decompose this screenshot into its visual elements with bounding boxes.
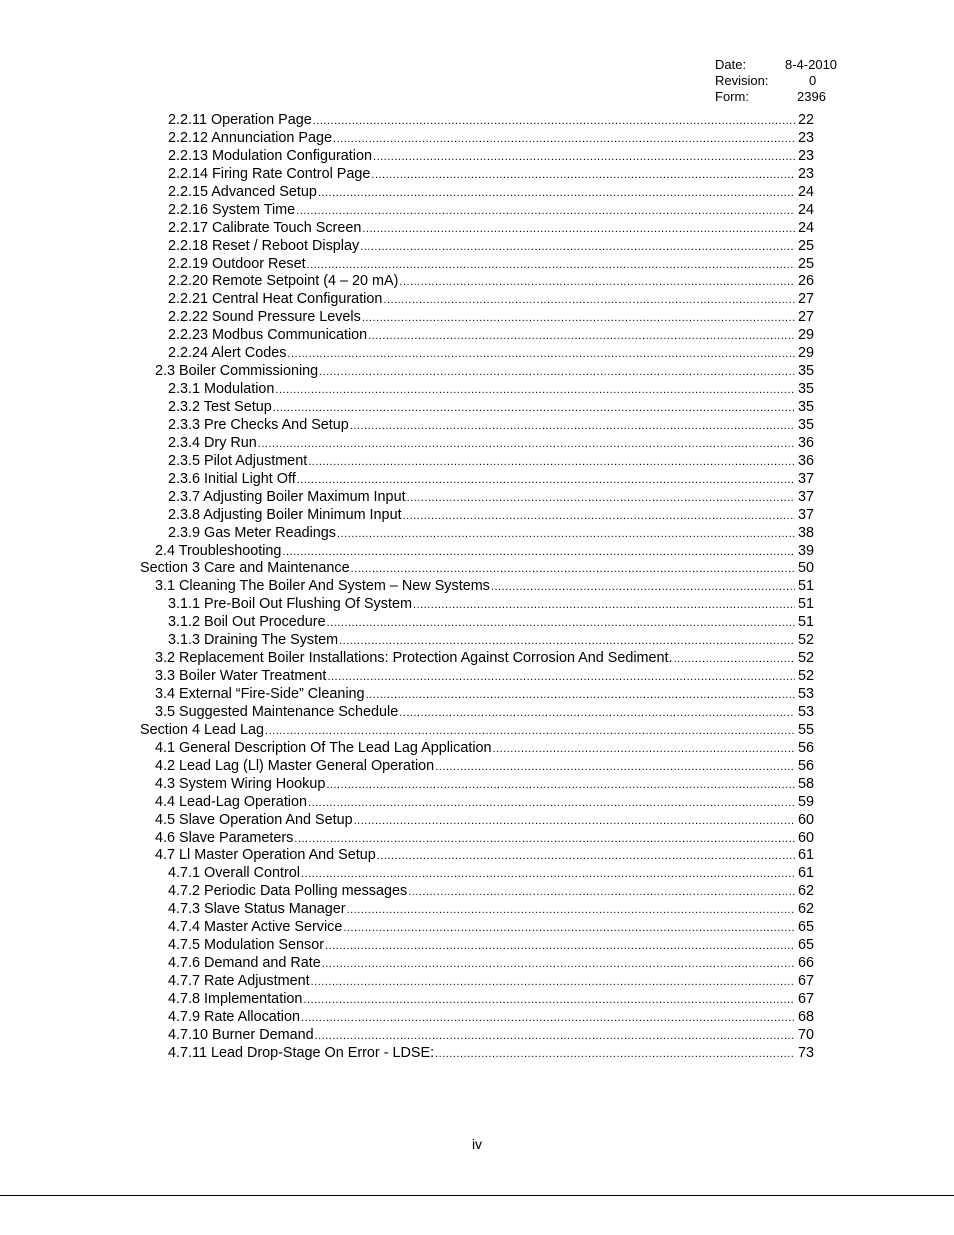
toc-entry-title: 4.6 Slave Parameters (155, 829, 294, 846)
toc-dot-leader (282, 544, 795, 562)
toc-entry-title: 4.4 Lead-Lag Operation (155, 793, 308, 810)
toc-entry[interactable] (140, 614, 814, 632)
toc-entry-page: 61 (797, 847, 814, 864)
toc-entry[interactable] (140, 381, 814, 399)
toc-entry[interactable] (140, 919, 814, 937)
page-number: iv (471, 1136, 483, 1152)
toc-dot-leader (362, 310, 795, 328)
toc-entry-page: 65 (797, 919, 814, 936)
toc-entry-page: 51 (797, 596, 814, 613)
toc-dot-leader (337, 526, 795, 544)
toc-entry-title: 3.1.3 Draining The System (168, 632, 339, 649)
toc-entry[interactable] (140, 435, 814, 453)
toc-dot-leader (373, 149, 795, 167)
footer-rule (0, 1195, 954, 1196)
toc-entry[interactable] (140, 202, 814, 220)
toc-dot-leader (413, 597, 795, 615)
toc-entry[interactable] (140, 830, 814, 848)
toc-dot-leader (371, 167, 795, 185)
toc-entry-title: 2.3.9 Gas Meter Readings (168, 524, 336, 541)
toc-entry[interactable] (140, 937, 814, 955)
toc-entry-page: 35 (797, 381, 814, 398)
toc-entry[interactable] (140, 991, 814, 1009)
toc-entry-page: 51 (797, 578, 814, 595)
toc-entry[interactable] (140, 704, 814, 722)
toc-entry-page: 51 (797, 614, 814, 631)
toc-entry-title: Section 3 Care and Maintenance (140, 560, 350, 577)
toc-dot-leader (360, 239, 795, 257)
toc-entry-title: 4.7.5 Modulation Sensor (168, 937, 324, 954)
revision-row (715, 73, 855, 89)
toc-entry-page: 55 (797, 721, 814, 738)
form-value: 2396 (797, 89, 826, 104)
toc-entry[interactable] (140, 363, 814, 381)
toc-dot-leader (258, 436, 795, 454)
toc-entry[interactable] (140, 560, 814, 578)
toc-entry-page: 52 (797, 668, 814, 685)
toc-entry-page: 37 (797, 470, 814, 487)
toc-entry-page: 73 (797, 1044, 814, 1061)
toc-entry[interactable] (140, 489, 814, 507)
toc-entry-page: 52 (797, 632, 814, 649)
toc-dot-leader (325, 938, 795, 956)
toc-entry-page: 36 (797, 452, 814, 469)
toc-entry-title: 4.2 Lead Lag (Ll) Master General Operation (155, 757, 435, 774)
toc-entry-page: 29 (797, 345, 814, 362)
toc-entry-page: 24 (797, 183, 814, 200)
toc-entry-page: 60 (797, 811, 814, 828)
toc-entry-page: 27 (797, 309, 814, 326)
toc-entry[interactable] (140, 327, 814, 345)
toc-entry[interactable] (140, 758, 814, 776)
toc-entry-page: 27 (797, 291, 814, 308)
toc-dot-leader (318, 185, 795, 203)
toc-dot-leader (366, 687, 795, 705)
toc-entry-page: 39 (797, 542, 814, 559)
table-of-contents (140, 112, 814, 1063)
toc-entry-title: 4.7.3 Slave Status Manager (168, 901, 346, 918)
toc-entry-page: 23 (797, 147, 814, 164)
toc-entry[interactable] (140, 865, 814, 883)
toc-entry[interactable] (140, 309, 814, 327)
toc-entry[interactable] (140, 722, 814, 740)
toc-entry[interactable] (140, 417, 814, 435)
toc-dot-leader (303, 992, 795, 1010)
toc-entry[interactable] (140, 668, 814, 686)
toc-dot-leader (326, 777, 795, 795)
toc-dot-leader (408, 884, 795, 902)
toc-entry-title: 2.2.11 Operation Page (168, 112, 312, 128)
toc-entry[interactable] (140, 1045, 814, 1063)
toc-entry-page: 68 (797, 1008, 814, 1025)
toc-dot-leader (407, 490, 795, 508)
toc-entry-title: 2.3.4 Dry Run (168, 434, 257, 451)
toc-entry-title: 3.1 Cleaning The Boiler And System – New Systems (155, 578, 490, 595)
toc-entry-title: 2.2.22 Sound Pressure Levels (168, 309, 361, 326)
toc-entry-title: 2.2.15 Advanced Setup (168, 183, 317, 200)
toc-dot-leader (311, 974, 795, 992)
toc-dot-leader (301, 866, 795, 884)
toc-dot-leader (327, 669, 795, 687)
toc-entry-page: 52 (797, 650, 814, 667)
toc-entry-page: 23 (797, 129, 814, 146)
date-row (715, 57, 855, 73)
toc-entry[interactable] (140, 794, 814, 812)
toc-entry-page: 60 (797, 829, 814, 846)
toc-entry-title: 2.2.16 System Time (168, 201, 296, 218)
toc-entry-page: 24 (797, 201, 814, 218)
toc-entry[interactable] (140, 596, 814, 614)
toc-entry[interactable] (140, 686, 814, 704)
toc-entry-title: Section 4 Lead Lag (140, 721, 265, 738)
toc-entry-page: 66 (797, 955, 814, 972)
toc-entry[interactable] (140, 273, 814, 291)
toc-entry-page: 25 (797, 237, 814, 254)
toc-dot-leader (327, 615, 795, 633)
toc-entry-title: 4.7 Ll Master Operation And Setup (155, 847, 376, 864)
form-row (715, 89, 855, 105)
toc-entry[interactable] (140, 955, 814, 973)
toc-entry-title: 3.4 External “Fire-Side” Cleaning (155, 686, 365, 702)
toc-entry-page: 23 (797, 165, 814, 182)
toc-entry[interactable] (140, 812, 814, 830)
toc-entry[interactable] (140, 543, 814, 561)
toc-entry-title: 2.2.13 Modulation Configuration (168, 147, 373, 164)
toc-dot-leader (308, 795, 795, 813)
toc-entry-title: 2.2.21 Central Heat Configuration (168, 291, 383, 308)
toc-dot-leader (674, 651, 795, 669)
toc-dot-leader (273, 400, 795, 418)
toc-entry[interactable] (140, 238, 814, 256)
toc-entry-page: 26 (797, 273, 814, 290)
toc-entry-title: 2.2.12 Annunciation Page (168, 129, 333, 146)
toc-dot-leader (297, 472, 795, 490)
toc-entry-page: 35 (797, 399, 814, 415)
toc-dot-leader (435, 759, 795, 777)
toc-entry[interactable] (140, 1009, 814, 1027)
toc-entry-page: 58 (797, 775, 814, 792)
toc-dot-leader (294, 831, 795, 849)
toc-entry-title: 3.1.2 Boil Out Procedure (168, 614, 326, 631)
toc-entry-page: 35 (797, 416, 814, 433)
toc-dot-leader (265, 723, 795, 741)
toc-entry-page: 38 (797, 524, 814, 541)
toc-entry-page: 22 (797, 112, 814, 128)
toc-entry-title: 2.2.18 Reset / Reboot Display (168, 237, 360, 254)
toc-entry-title: 3.3 Boiler Water Treatment (155, 668, 327, 685)
toc-entry[interactable] (140, 632, 814, 650)
toc-dot-leader (319, 364, 795, 382)
toc-entry-page: 37 (797, 506, 814, 523)
revision-label: Revision: (715, 73, 769, 88)
toc-entry-title: 2.2.19 Outdoor Reset (168, 255, 306, 272)
toc-entry-title: 2.2.23 Modbus Communication (168, 327, 368, 344)
toc-dot-leader (322, 956, 795, 974)
toc-entry-title: 2.3.1 Modulation (168, 381, 275, 398)
toc-entry-page: 36 (797, 434, 814, 451)
document-header-meta (715, 57, 855, 105)
toc-entry[interactable] (140, 901, 814, 919)
toc-dot-leader (308, 454, 795, 472)
toc-entry-title: 4.7.4 Master Active Service (168, 919, 343, 936)
toc-entry-page: 50 (797, 560, 814, 577)
toc-entry[interactable] (140, 471, 814, 489)
toc-entry[interactable] (140, 166, 814, 184)
toc-entry-title: 3.5 Suggested Maintenance Schedule (155, 703, 399, 720)
toc-entry-title: 2.3.7 Adjusting Boiler Maximum Input (168, 488, 406, 505)
toc-entry[interactable] (140, 112, 814, 130)
toc-dot-leader (287, 346, 795, 364)
toc-dot-leader (368, 328, 795, 346)
toc-entry-page: 35 (797, 363, 814, 380)
toc-entry-title: 2.3.3 Pre Checks And Setup (168, 416, 349, 433)
toc-dot-leader (399, 274, 795, 292)
toc-entry-title: 2.3.2 Test Setup (168, 399, 272, 415)
toc-entry-page: 62 (797, 883, 814, 900)
toc-entry[interactable] (140, 507, 814, 525)
toc-entry-title: 4.3 System Wiring Hookup (155, 775, 326, 792)
toc-entry-title: 2.2.20 Remote Setpoint (4 – 20 mA) (168, 273, 399, 290)
toc-entry[interactable] (140, 399, 814, 417)
toc-entry-page: 67 (797, 990, 814, 1007)
toc-dot-leader (343, 920, 795, 938)
toc-entry[interactable] (140, 256, 814, 274)
toc-dot-leader (296, 203, 795, 221)
toc-entry-title: 4.7.2 Periodic Data Polling messages (168, 883, 408, 900)
toc-dot-leader (354, 813, 795, 831)
toc-entry-page: 53 (797, 686, 814, 702)
toc-dot-leader (350, 418, 795, 436)
toc-dot-leader (301, 1010, 795, 1028)
toc-dot-leader (491, 579, 795, 597)
toc-dot-leader (315, 1028, 795, 1046)
toc-entry-title: 2.2.17 Calibrate Touch Screen (168, 219, 362, 236)
toc-dot-leader (383, 292, 795, 310)
toc-entry-title: 2.4 Troubleshooting (155, 542, 282, 559)
revision-value: 0 (809, 73, 817, 88)
toc-entry[interactable] (140, 776, 814, 794)
toc-entry[interactable] (140, 148, 814, 166)
toc-entry[interactable] (140, 345, 814, 363)
toc-entry-title: 4.7.11 Lead Drop-Stage On Error - LDSE: (168, 1044, 435, 1061)
toc-entry-title: 4.5 Slave Operation And Setup (155, 811, 353, 828)
toc-entry[interactable] (140, 578, 814, 596)
toc-entry-title: 3.1.1 Pre-Boil Out Flushing Of System (168, 596, 412, 613)
toc-entry[interactable] (140, 130, 814, 148)
toc-entry[interactable] (140, 650, 814, 668)
toc-entry-page: 37 (797, 488, 814, 505)
toc-entry-page: 56 (797, 739, 814, 756)
toc-dot-leader (351, 561, 795, 579)
toc-entry-page: 67 (797, 973, 814, 989)
toc-entry-title: 2.2.24 Alert Codes (168, 345, 287, 362)
toc-entry[interactable] (140, 847, 814, 865)
toc-entry[interactable] (140, 184, 814, 202)
toc-entry-title: 2.2.14 Firing Rate Control Page (168, 165, 371, 182)
toc-entry[interactable] (140, 453, 814, 471)
toc-entry-title: 4.7.9 Rate Allocation (168, 1008, 301, 1025)
date-value: 8-4-2010 (785, 57, 838, 72)
toc-dot-leader (362, 221, 795, 239)
toc-dot-leader (347, 902, 795, 920)
toc-entry-title: 2.3.6 Initial Light Off (168, 470, 296, 487)
toc-entry-page: 24 (797, 219, 814, 236)
form-label: Form: (715, 89, 749, 104)
toc-entry-page: 56 (797, 757, 814, 774)
toc-dot-leader (307, 257, 795, 275)
toc-entry[interactable] (140, 973, 814, 991)
toc-dot-leader (275, 382, 795, 400)
toc-dot-leader (333, 131, 795, 149)
toc-entry[interactable] (140, 525, 814, 543)
toc-entry-page: 59 (797, 793, 814, 810)
toc-dot-leader (399, 705, 795, 723)
toc-entry-page: 53 (797, 703, 814, 720)
toc-entry-page: 29 (797, 327, 814, 344)
toc-entry-page: 70 (797, 1026, 814, 1043)
toc-entry-title: 4.1 General Description Of The Lead Lag Application (155, 739, 492, 756)
toc-dot-leader (313, 113, 795, 131)
toc-entry[interactable] (140, 1027, 814, 1045)
toc-entry-title: 4.7.7 Rate Adjustment (168, 973, 310, 989)
toc-entry[interactable] (140, 740, 814, 758)
toc-entry-title: 4.7.8 Implementation (168, 990, 303, 1007)
toc-entry[interactable] (140, 883, 814, 901)
toc-entry[interactable] (140, 220, 814, 238)
toc-dot-leader (339, 633, 795, 651)
toc-entry-page: 61 (797, 865, 814, 882)
toc-dot-leader (377, 848, 795, 866)
toc-entry-title: 4.7.6 Demand and Rate (168, 955, 321, 972)
toc-dot-leader (403, 508, 795, 526)
toc-dot-leader (435, 1046, 795, 1064)
toc-entry-page: 25 (797, 255, 814, 272)
toc-entry-title: 2.3.8 Adjusting Boiler Minimum Input (168, 506, 402, 523)
toc-entry-title: 2.3 Boiler Commissioning (155, 363, 319, 380)
toc-entry-title: 4.7.10 Burner Demand (168, 1026, 314, 1043)
toc-entry-page: 65 (797, 937, 814, 954)
toc-entry-title: 4.7.1 Overall Control (168, 865, 300, 882)
toc-dot-leader (493, 741, 795, 759)
toc-entry-title: 3.2 Replacement Boiler Installations: Protection Against Corrosion And Sediment. (155, 650, 673, 667)
toc-entry[interactable] (140, 291, 814, 309)
toc-entry-title: 2.3.5 Pilot Adjustment (168, 452, 308, 469)
date-label: Date: (715, 57, 747, 72)
toc-entry-page: 62 (797, 901, 814, 918)
